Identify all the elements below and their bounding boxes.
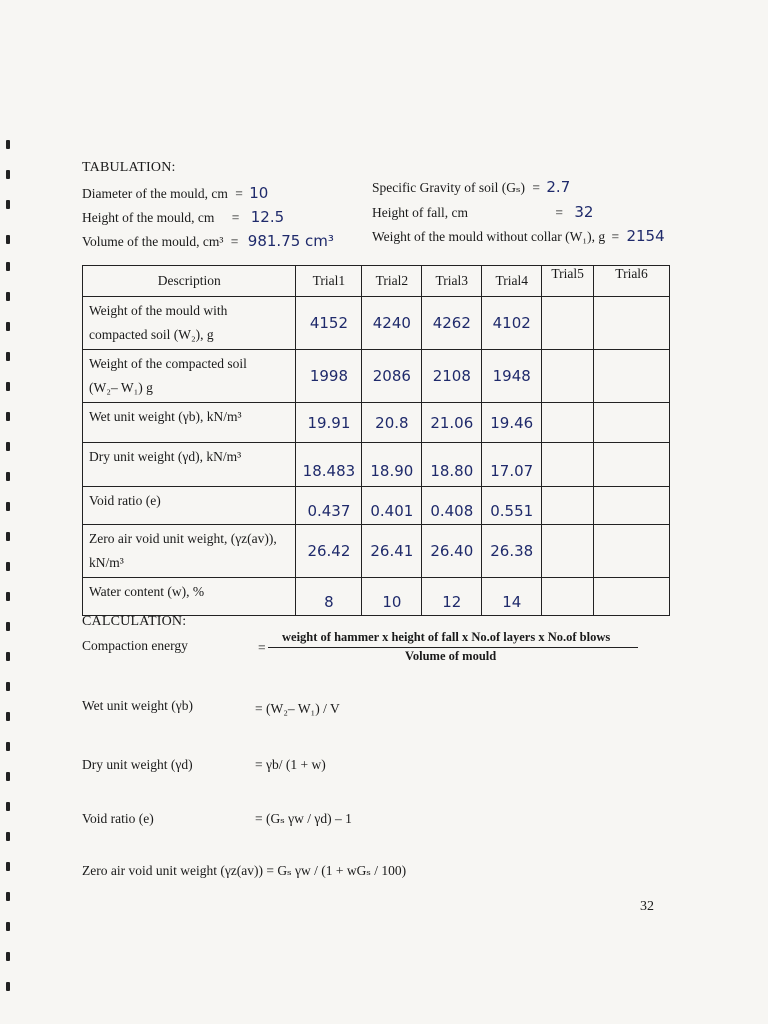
compaction-numerator: weight of hammer x height of fall x No.of layers x No.of blows — [282, 630, 611, 644]
table-header-row — [83, 266, 670, 297]
wet-unit-weight-formula: = (W₂– W₁) / V — [255, 701, 340, 716]
table-cell — [594, 297, 670, 350]
table-cell: 18.80 — [422, 443, 482, 487]
header-trial4: Trial4 — [482, 266, 542, 297]
table-cell: 26.38 — [482, 525, 542, 578]
table-cell — [542, 443, 594, 487]
table-cell: 1998 — [296, 350, 362, 403]
compaction-denominator: Volume of mould — [405, 649, 497, 663]
desc-line: Wet unit weight (γb), kN/m³ — [89, 409, 242, 424]
fraction-bar — [268, 647, 638, 648]
table-cell: 0.408 — [422, 487, 482, 525]
table-cell: 2086 — [362, 350, 422, 403]
table-row — [83, 525, 670, 578]
param-height-of-fall — [372, 203, 593, 221]
table-cell: 0.551 — [482, 487, 542, 525]
header-description: Description — [83, 266, 296, 297]
header-trial6: Trial6 — [594, 266, 670, 297]
table-cell: 4152 — [296, 297, 362, 350]
void-ratio-formula: = (Gₛ γw / γd) – 1 — [255, 811, 352, 826]
table-cell — [542, 525, 594, 578]
param-eq: = — [231, 210, 240, 225]
table-cell: 14 — [482, 578, 542, 616]
param-value: 32 — [574, 203, 594, 221]
row-description — [83, 578, 296, 616]
table-cell: 2108 — [422, 350, 482, 403]
header-trial3: Trial3 — [422, 266, 482, 297]
table-cell: 26.40 — [422, 525, 482, 578]
compaction-energy-eq: = — [258, 640, 266, 655]
row-description — [83, 297, 296, 350]
calculation-heading: CALCULATION: — [82, 614, 187, 629]
table-cell — [542, 487, 594, 525]
table-row — [83, 297, 670, 350]
param-value: 2.7 — [546, 178, 571, 196]
table-cell — [594, 443, 670, 487]
table-cell: 10 — [362, 578, 422, 616]
dry-unit-weight-formula: = γb/ (1 + w) — [255, 757, 326, 772]
wet-unit-weight-label: Wet unit weight (γb) — [82, 698, 193, 713]
param-volume — [82, 232, 334, 250]
table-cell — [542, 403, 594, 443]
table-cell — [542, 350, 594, 403]
table-cell — [542, 297, 594, 350]
desc-line: compacted soil (W₂), g — [89, 327, 214, 342]
param-eq: = — [235, 186, 243, 201]
table-row — [83, 578, 670, 616]
param-height — [82, 208, 284, 226]
table-cell: 4262 — [422, 297, 482, 350]
zero-air-void-formula: Zero air void unit weight (γz(av)) = Gₛ γw / (1 + wGₛ / 100) — [82, 863, 407, 878]
param-label: Volume of the mould, cm³ — [82, 234, 224, 249]
table-cell: 4102 — [482, 297, 542, 350]
table-cell — [594, 350, 670, 403]
page-number: 32 — [640, 899, 654, 914]
row-description — [83, 403, 296, 443]
table-cell: 20.8 — [362, 403, 422, 443]
desc-line: Weight of the mould with — [89, 303, 228, 318]
compaction-table — [82, 265, 670, 616]
table-cell: 19.46 — [482, 403, 542, 443]
table-cell: 4240 — [362, 297, 422, 350]
dry-unit-weight-label: Dry unit weight (γd) — [82, 757, 193, 772]
table-cell: 26.42 — [296, 525, 362, 578]
desc-line: (W₂– W₁) g — [89, 380, 153, 395]
param-label: Specific Gravity of soil (Gₛ) — [372, 180, 526, 195]
table-row — [83, 487, 670, 525]
param-label: Height of fall, cm — [372, 205, 468, 220]
table-cell: 1948 — [482, 350, 542, 403]
param-value: 981.75 cm³ — [247, 232, 334, 250]
table-cell: 8 — [296, 578, 362, 616]
desc-line: kN/m³ — [89, 555, 124, 570]
param-eq: = — [532, 180, 541, 195]
table-cell: 18.90 — [362, 443, 422, 487]
desc-line: Weight of the compacted soil — [89, 356, 247, 371]
param-eq: = — [555, 205, 563, 220]
table-cell — [594, 525, 670, 578]
param-specific-gravity — [372, 178, 570, 196]
param-label: Weight of the mould without collar (W₁), g — [372, 229, 606, 244]
row-description — [83, 443, 296, 487]
compaction-energy-label: Compaction energy — [82, 638, 188, 653]
table-cell: 0.401 — [362, 487, 422, 525]
param-label: Diameter of the mould, cm — [82, 186, 228, 201]
desc-line: Zero air void unit weight, (γz(av)), — [89, 531, 277, 546]
param-value: 10 — [249, 184, 269, 202]
table-cell: 0.437 — [296, 487, 362, 525]
row-description — [83, 350, 296, 403]
table-row — [83, 443, 670, 487]
table-cell: 21.06 — [422, 403, 482, 443]
param-label: Height of the mould, cm — [82, 210, 215, 225]
table-cell: 26.41 — [362, 525, 422, 578]
param-diameter — [82, 184, 268, 202]
desc-line: Void ratio (e) — [89, 493, 161, 508]
desc-line: Water content (w), % — [89, 584, 205, 599]
table-cell — [594, 487, 670, 525]
header-trial1: Trial1 — [296, 266, 362, 297]
param-eq: = — [230, 234, 239, 249]
table-cell: 18.483 — [296, 443, 362, 487]
row-description — [83, 525, 296, 578]
param-mould-weight — [372, 227, 665, 245]
tabulation-heading: TABULATION: — [82, 160, 176, 175]
table-cell: 12 — [422, 578, 482, 616]
table-row — [83, 403, 670, 443]
table-cell: 19.91 — [296, 403, 362, 443]
desc-line: Dry unit weight (γd), kN/m³ — [89, 449, 242, 464]
param-value: 12.5 — [250, 208, 285, 226]
table-cell — [594, 578, 670, 616]
param-eq: = — [611, 229, 620, 244]
header-trial2: Trial2 — [362, 266, 422, 297]
table-cell: 17.07 — [482, 443, 542, 487]
table-cell — [594, 403, 670, 443]
param-value: 2154 — [626, 227, 665, 245]
header-trial5: Trial5 — [542, 266, 594, 297]
row-description — [83, 487, 296, 525]
void-ratio-label: Void ratio (e) — [82, 811, 154, 826]
table-cell — [542, 578, 594, 616]
table-row — [83, 350, 670, 403]
